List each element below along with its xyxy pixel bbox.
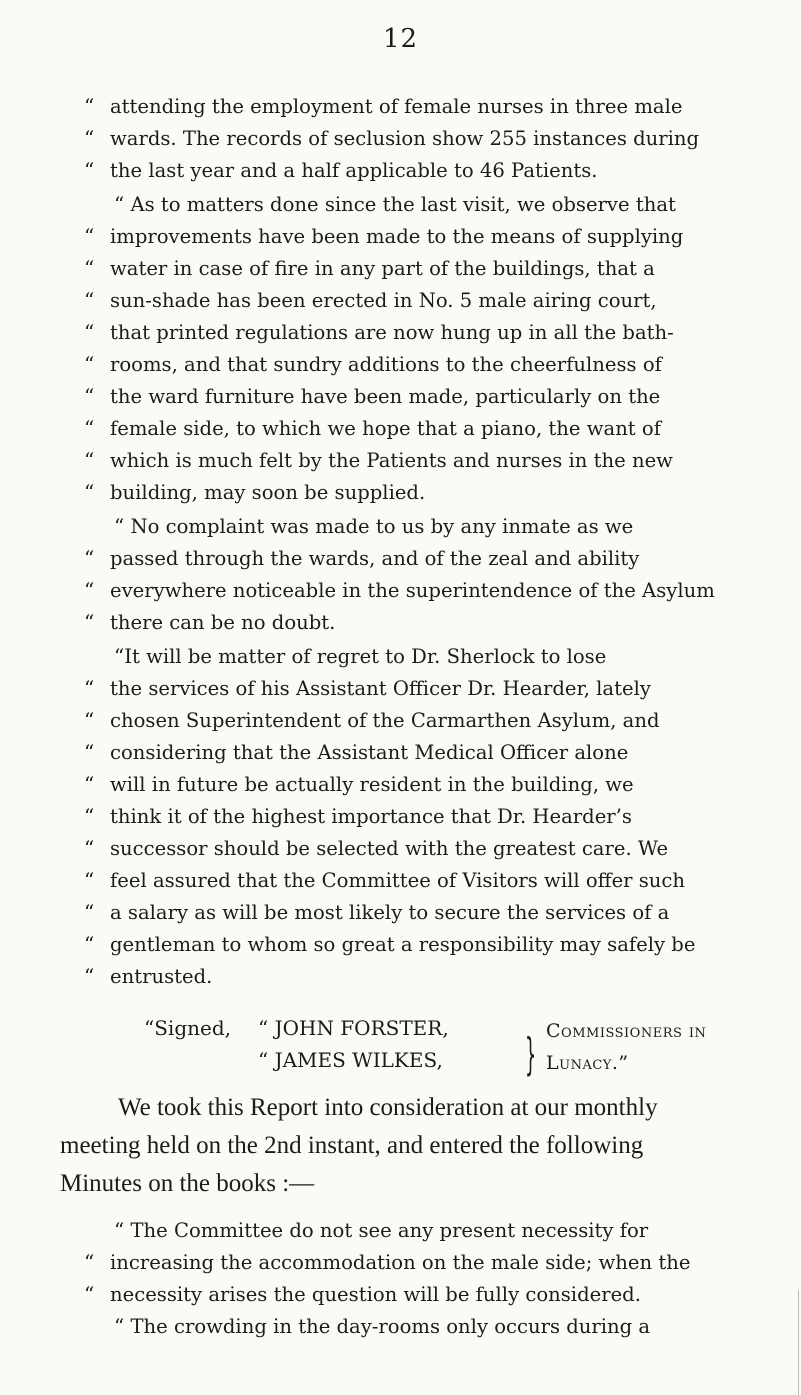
text-line: “ will in future be actually resident in the building, we <box>84 772 634 796</box>
signed-label: “Signed, <box>144 1016 232 1040</box>
brace-icon: } <box>525 1029 537 1080</box>
text-line: “ improvements have been made to the means of supplying <box>84 224 684 248</box>
page-edge-divider <box>798 1290 799 1395</box>
signatory-name: “ JAMES WILKES, <box>258 1048 443 1072</box>
text-line: “ female side, to which we hope that a piano, the want of <box>84 416 661 440</box>
text-line: “ As to matters done since the last visit, we observe that <box>114 192 676 216</box>
text-line: “ there can be no doubt. <box>84 610 336 634</box>
text-line: “ The Committee do not see any present necessity for <box>114 1218 649 1242</box>
text-line: “ entrusted. <box>84 964 213 988</box>
signatory-role: Lunacy.” <box>546 1052 629 1074</box>
text-line: Minutes on the books :— <box>60 1170 315 1197</box>
text-line: “ the services of his Assistant Officer Dr. Hearder, lately <box>84 676 651 700</box>
text-line: “ think it of the highest importance that Dr. Hearder’s <box>84 804 632 828</box>
text-line: “ The crowding in the day-rooms only occurs during a <box>114 1314 651 1338</box>
text-line: “ feel assured that the Committee of Visitors will offer such <box>84 868 686 892</box>
signatory-role: Commissioners in <box>546 1020 707 1042</box>
text-line: “ increasing the accommodation on the male side; when the <box>84 1250 691 1274</box>
text-line: “ a salary as will be most likely to secure the services of a <box>84 900 670 924</box>
text-line: “ building, may soon be supplied. <box>84 480 426 504</box>
text-line: “ necessity arises the question will be fully considered. <box>84 1282 641 1306</box>
text-line: “It will be matter of regret to Dr. Sherlock to lose <box>114 644 607 668</box>
quote-mark: “ <box>84 94 95 118</box>
text-line: “ water in case of fire in any part of the buildings, that a <box>84 256 655 280</box>
text-line: “ the ward furniture have been made, particularly on the <box>84 384 661 408</box>
text-line: “ gentleman to whom so great a responsibility may safely be <box>84 932 696 956</box>
text-line: “ passed through the wards, and of the zeal and ability <box>84 546 640 570</box>
text-line: “ successor should be selected with the greatest care. We <box>84 836 669 860</box>
text-line: “ rooms, and that sundry additions to the cheerfulness of <box>84 352 662 376</box>
text-line: “ sun-shade has been erected in No. 5 male airing court, <box>84 288 657 312</box>
text-line: “ wards. The records of seclusion show 255 instances during <box>84 126 700 150</box>
text-line: “ attending the employment of female nurses in three male <box>84 94 683 118</box>
text-line: “ the last year and a half applicable to 46 Patients. <box>84 158 598 182</box>
text-line: We took this Report into consideration at our monthly <box>118 1094 658 1121</box>
text-line: “ which is much felt by the Patients and nurses in the new <box>84 448 673 472</box>
text-line: “ considering that the Assistant Medical Officer alone <box>84 740 629 764</box>
text-line: “ No complaint was made to us by any inmate as we <box>114 514 634 538</box>
page-number: 12 <box>382 24 419 54</box>
signatory-name: “ JOHN FORSTER, <box>258 1016 449 1040</box>
text-line: “ everywhere noticeable in the superintendence of the Asylum <box>84 578 715 602</box>
text-line: “ chosen Superintendent of the Carmarthen Asylum, and <box>84 708 660 732</box>
text-line: meeting held on the 2nd instant, and entered the following <box>60 1132 644 1159</box>
text-line: “ that printed regulations are now hung up in all the bath- <box>84 320 674 344</box>
